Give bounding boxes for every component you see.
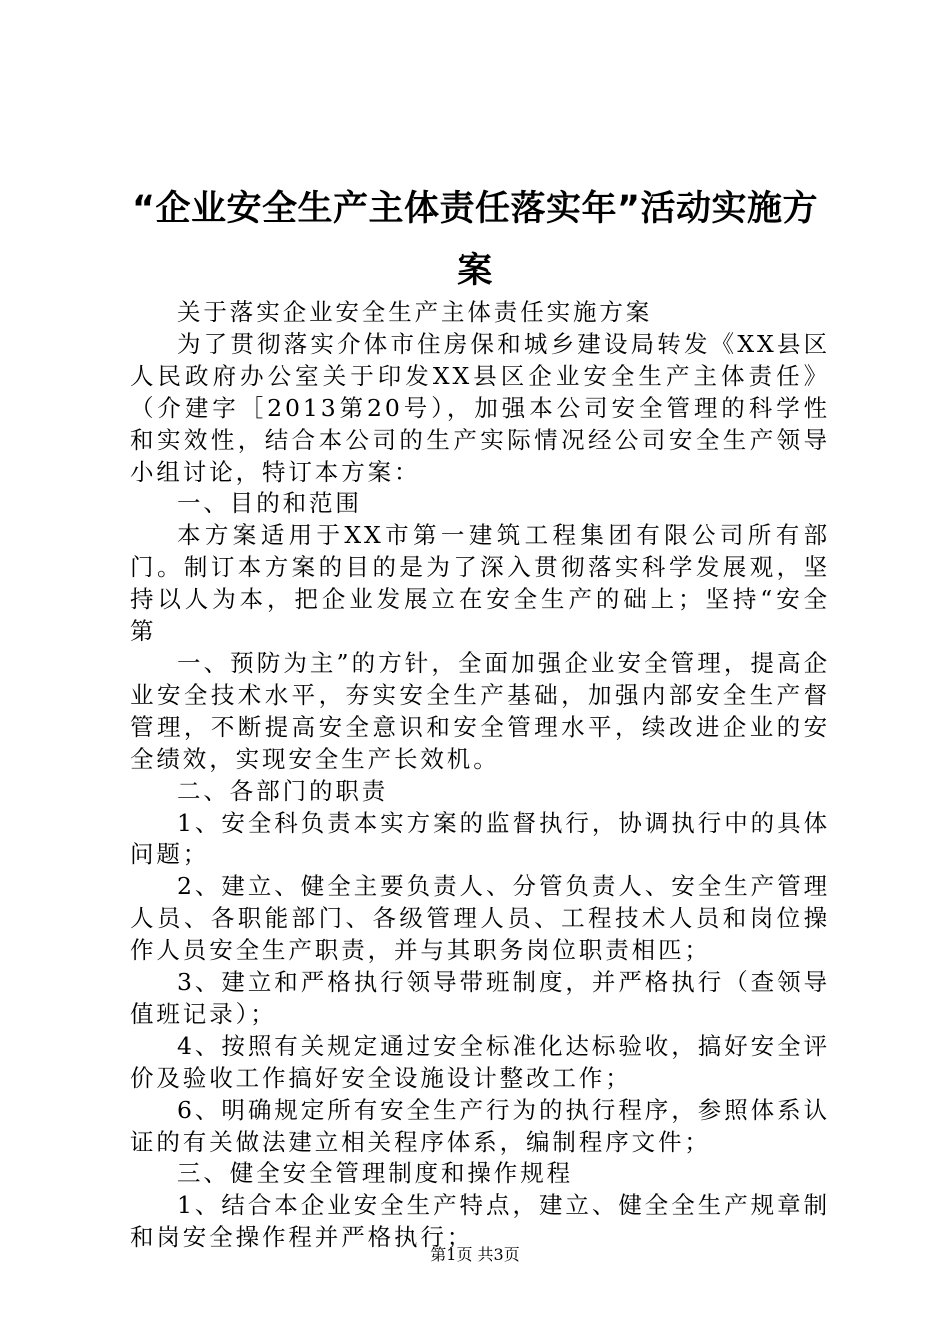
list-item: 1、安全科负责本实方案的监督执行，协调执行中的具体问题；	[130, 808, 830, 869]
list-item: 1、结合本企业安全生产特点，建立、健全全生产规章制和岗安全操作程并严格执行；	[130, 1191, 830, 1252]
section-heading-3: 三、健全安全管理制度和操作规程	[177, 1159, 573, 1188]
paragraph-intro: 为了贯彻落实介体市住房保和城乡建设局转发《XX县区人民政府办公室关于印发XX县区企业安全生产主体责任》（介建字［2013第20号），加强本公司安全管理的科学性和实效性，结合本公司的生产实际情况经公司安全生产领导小组讨论，特订本方案：	[130, 329, 830, 486]
section-heading-1: 一、目的和范围	[177, 489, 362, 518]
document-body	[130, 297, 830, 1254]
document-title: “企业安全生产主体责任落实年”活动实施方案	[131, 189, 818, 291]
section-heading-2: 二、各部门的职责	[177, 776, 389, 805]
paragraph-subtitle: 关于落实企业安全生产主体责任实施方案	[177, 298, 653, 326]
list-item: 2、建立、健全主要负责人、分管负责人、安全生产管理人员、各职能部门、各级管理人员、工程技术人员和岗位操作人员安全生产职责，并与其职务岗位职责相匹；	[130, 872, 830, 965]
paragraph-scope: 本方案适用于XX市第一建筑工程集团有限公司所有部门。制订本方案的目的是为了深入贯彻落实科学发展观，坚持以人为本，把企业发展立在安全生产的础上；坚持“安全第	[130, 521, 830, 646]
paragraph-scope-cont: 一、预防为主”的方针，全面加强企业安全管理，提高企业安全技术水平，夯实安全生产基础，加强内部安全生产督管理，不断提高安全意识和安全管理水平，续改进企业的安全绩效，实现安全生产长效机。	[130, 648, 830, 773]
list-item: 6、明确规定所有安全生产行为的执行程序，参照体系认证的有关做法建立相关程序体系，编制程序文件；	[130, 1095, 830, 1156]
list-item: 3、建立和严格执行领导带班制度，并严格执行（查领导值班记录）；	[130, 968, 830, 1028]
list-item: 4、按照有关规定通过安全标准化达标验收，搞好安全评价及验收工作搞好安全设施设计整改工作；	[130, 1031, 830, 1092]
page-number: 第1页 共3页	[430, 1245, 520, 1264]
